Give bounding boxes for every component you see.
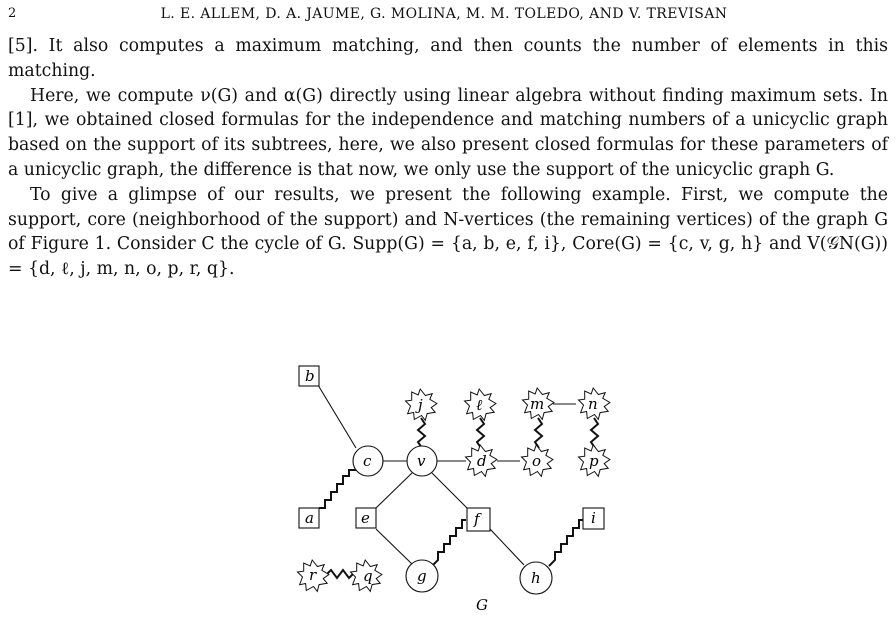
label-o: o: [532, 452, 542, 470]
label-f: f: [474, 510, 480, 528]
label-d: d: [477, 452, 487, 470]
wavy-edge-m-o: [535, 418, 542, 448]
label-v: v: [417, 452, 426, 470]
label-l: ℓ: [476, 396, 483, 414]
wavy-edge-l-d: [477, 418, 484, 448]
label-h: h: [531, 569, 541, 587]
wavy-edge-a-c: [319, 470, 356, 508]
label-e: e: [361, 509, 370, 527]
paragraph-3: To give a glimpse of our results, we present the following example. First, we compute the support, core (neighborhood of the support) and N-vertices (the remaining vertices) of the graph G of Figure 1. Consider C the cycle of G. Supp(G) = {a, b, e, f, i}, Core(G) = {c, v, g, h} and V(𝒢N(G)) = {d, ℓ, j, m, n, o, p, r, q}.: [8, 184, 888, 280]
edge-f-h: [490, 529, 524, 565]
label-b: b: [305, 367, 315, 385]
support-vertices: [299, 366, 604, 531]
wavy-edge-r-q: [325, 570, 355, 578]
wavy-edge-j-v: [418, 418, 425, 448]
edge-b-c: [318, 385, 356, 448]
wavy-edge-i-h: [549, 520, 583, 566]
label-q: q: [363, 567, 373, 585]
wavy-edge-f-g: [432, 520, 466, 566]
label-m: m: [530, 395, 545, 413]
label-i: i: [591, 509, 596, 527]
label-c: c: [363, 452, 372, 470]
label-a: a: [305, 509, 314, 527]
n-vertices: [298, 388, 610, 591]
edge-v-f: [432, 473, 467, 508]
wavy-edge-n-p: [591, 418, 598, 448]
paragraph-2: Here, we compute ν(G) and α(G) directly using linear algebra without finding maximum sets. In [1], we obtained closed formulas for the independence and matching numbers of a unicyclic graph based on the support of its subtrees, here, we also present closed formulas for these parameters of a unicyclic graph, the difference is that now, we only use the support of the unicyclic graph G.: [8, 85, 888, 180]
running-title: L. E. ALLEM, D. A. JAUME, G. MOLINA, M. M. TOLEDO, AND V. TREVISAN: [160, 6, 728, 22]
figure-caption: G: [476, 596, 488, 614]
edge-v-e: [376, 473, 412, 508]
label-j: j: [418, 396, 423, 414]
label-p: p: [589, 452, 599, 470]
edge-e-g: [376, 529, 412, 564]
label-g: g: [417, 567, 427, 585]
label-r: r: [309, 566, 317, 584]
core-vertices: [353, 446, 552, 594]
label-n: n: [588, 395, 598, 413]
page-number: 2: [8, 6, 17, 21]
paragraph-1: [5]. It also computes a maximum matching, and then counts the number of elements in this matching.: [8, 36, 888, 81]
matching-edges: [319, 418, 598, 578]
